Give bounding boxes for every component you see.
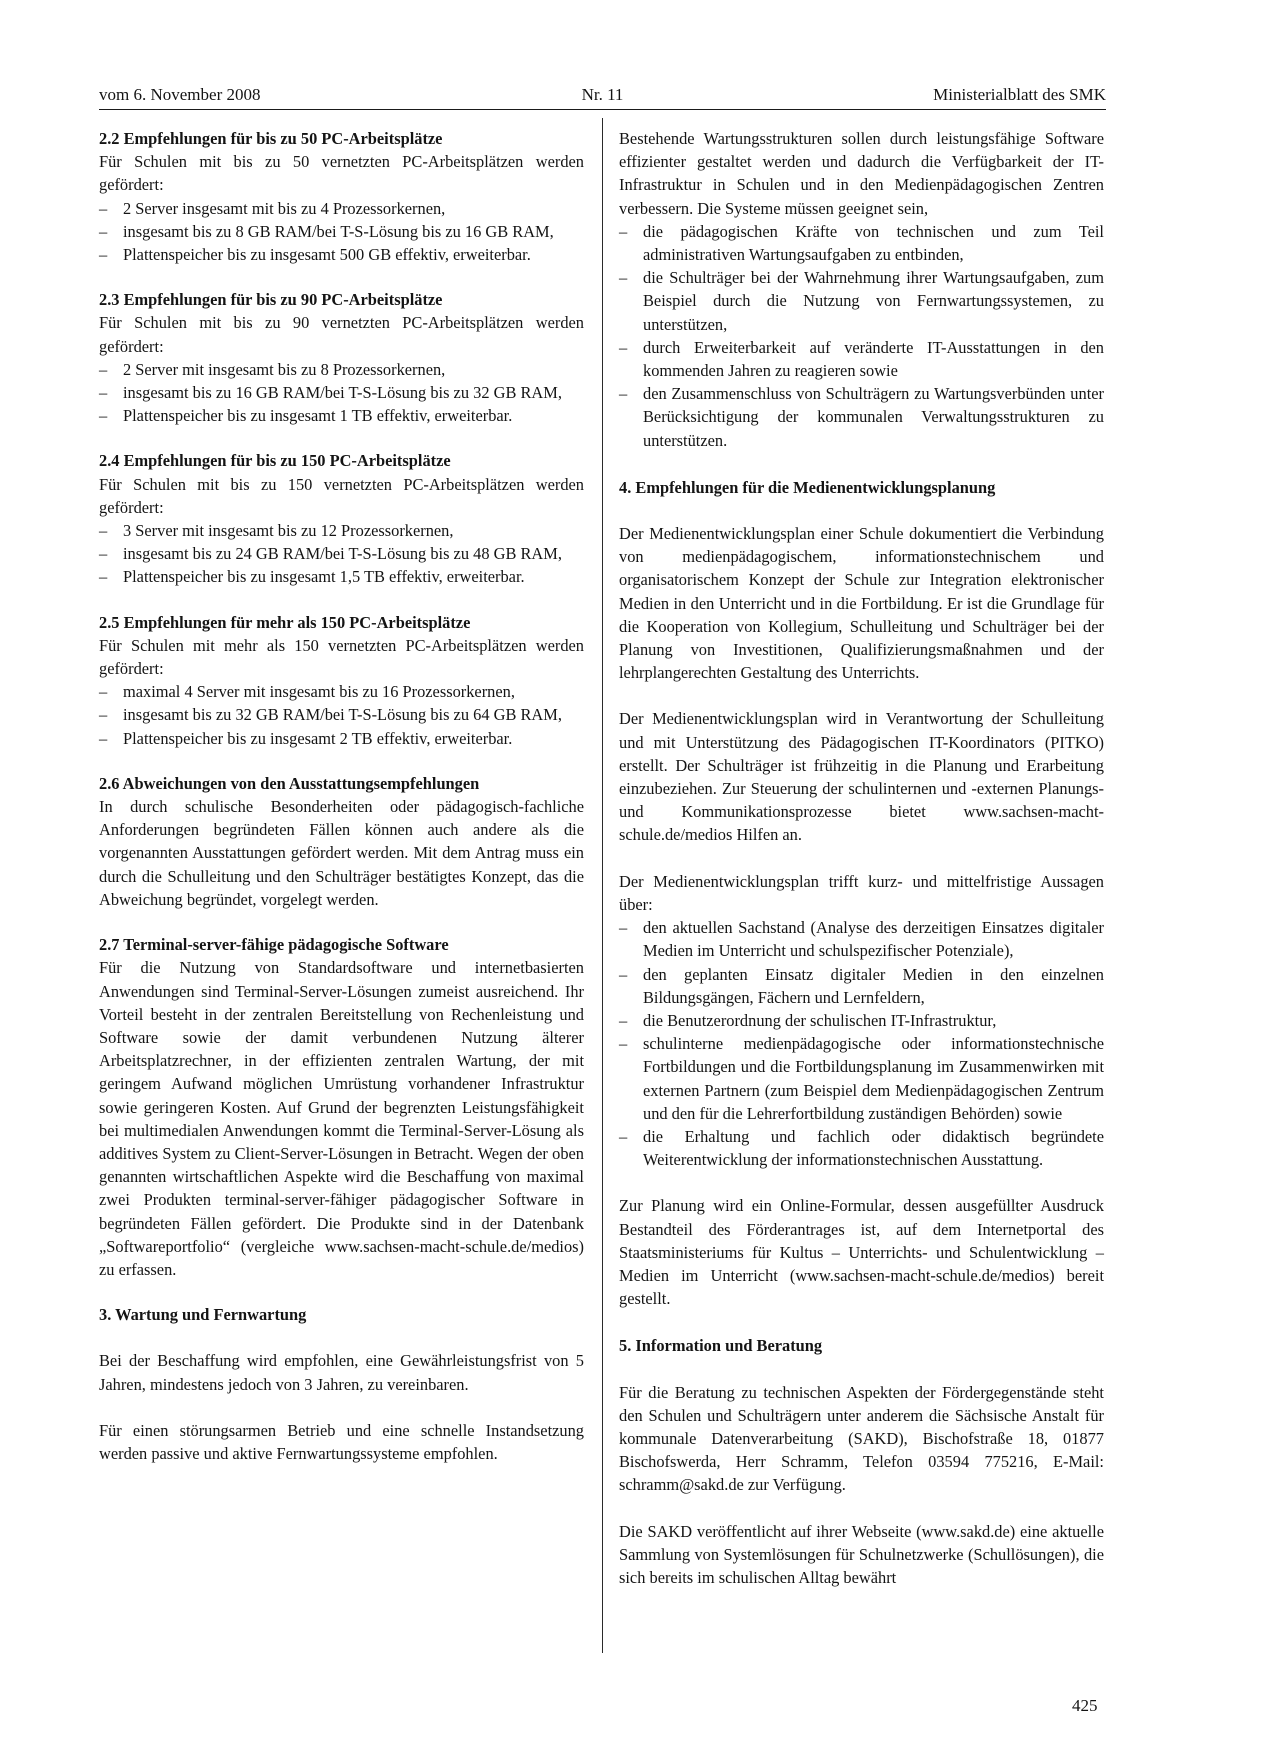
list-item: – insgesamt bis zu 24 GB RAM/bei T-S-Lösung bis zu 48 GB RAM, — [99, 542, 584, 565]
list-item: – die pädagogischen Kräfte von technischen und zum Teil administrativen Wartungsaufgaben zu entbinden, — [619, 220, 1104, 266]
list-item: – insgesamt bis zu 8 GB RAM/bei T-S-Lösung bis zu 16 GB RAM, — [99, 220, 584, 243]
page-number: 425 — [1072, 1696, 1098, 1715]
list-item: – den aktuellen Sachstand (Analyse des derzeitigen Einsatzes digitaler Medien im Unterricht und schulspezifischer Potenziale), — [619, 916, 1104, 962]
section-paragraph: Der Medienentwicklungsplan einer Schule dokumentiert die Verbindung von medienpädagogischem, informationstechnischem und organisatorischem Konzept der Schule zur Integration elektronischer Medien in den Unterricht und in die Fortbildung. Er ist die Grundlage für die Kooperation von Kollegium, Schulleitung und Schulträger bei der Planung von Investitionen, Qualifizierungsmaßnahmen und der lehrplangerechten Gestaltung des Unterrichts. — [619, 524, 1104, 683]
section-intro: Für Schulen mit bis zu 90 vernetzten PC-Arbeitsplätzen werden gefördert: — [99, 313, 584, 356]
list-item: – 2 Server mit insgesamt bis zu 8 Prozessorkernen, — [99, 358, 584, 381]
list-item: – den Zusammenschluss von Schulträgern zu Wartungsverbünden unter Berücksichtigung der kommunalen Verwaltungsstrukturen zu unterstützen. — [619, 382, 1104, 452]
column-divider — [602, 118, 603, 1653]
list-item: – Plattenspeicher bis zu insgesamt 500 GB effektiv, erweiterbar. — [99, 243, 584, 266]
section-heading: 5. Information und Beratung — [619, 1336, 823, 1356]
section-paragraph: Der Medienentwicklungsplan trifft kurz- und mittelfristige Aussagen über: — [619, 871, 1104, 914]
section-2-5 — [99, 611, 584, 750]
list-item: – Plattenspeicher bis zu insgesamt 1 TB effektiv, erweiterbar. — [99, 404, 584, 427]
list-item: – insgesamt bis zu 32 GB RAM/bei T-S-Lösung bis zu 64 GB RAM, — [99, 703, 584, 726]
section-paragraph: Bestehende Wartungsstrukturen sollen durch leistungsfähige Software effizienter gestaltet werden und dadurch die Verfügbarkeit der IT-Infrastruktur in Schulen und in den Medienpädagogischen Zentren verbessern. Die Systeme müssen geeignet sein, — [619, 129, 1104, 218]
section-intro: Für Schulen mit bis zu 50 vernetzten PC-Arbeitsplätzen werden gefördert: — [99, 152, 584, 195]
header-issue-number: Nr. 11 — [581, 85, 624, 104]
section-paragraph: Für die Nutzung von Standardsoftware und internetbasierten Anwendungen sind Terminal-Server-Lösungen zumeist ausreichend. Ihr Vorteil besteht in der zentralen Bereitstellung von Rechenleistung und Software sowie der damit verbundenen Nutzung älterer Arbeitsplatzrechner, in der effizienten zentralen Wartung, der mit geringem Aufwand möglichen Umrüstung vorhandener Infrastruktur sowie geringeren Kosten. Auf Grund der begrenzten Leistungsfähigkeit bei multimedialen Anwendungen kommt die Terminal-Server-Lösung als additives System zu Client-Server-Lösungen in Betracht. Wegen der oben genannten wirtschaftlichen Aspekte wird die Beschaffung von maximal zwei Produkten terminal-server-fähiger pädagogischer Software in begründeten Fällen gefördert. Die Produkte sind in der Datenbank „Softwareportfolio“ (vergleiche www.sachsen-macht-schule.de/medios) zu erfassen. — [99, 958, 584, 1279]
section-paragraph: Zur Planung wird ein Online-Formular, dessen ausgefüllter Ausdruck Bestandteil des Förderantrages ist, auf dem Internetportal des Staatsministeriums für Kultus – Unterrichts- und Schulentwicklung – Medien im Unterricht (www.sachsen-macht-schule.de/medios) bereit gestellt. — [619, 1196, 1104, 1309]
list-item: – 3 Server mit insgesamt bis zu 12 Prozessorkernen, — [99, 519, 584, 542]
section-intro: Für Schulen mit mehr als 150 vernetzten PC-Arbeitsplätzen werden gefördert: — [99, 635, 584, 679]
section-heading: 2.7 Terminal-server-fähige pädagogische Software — [99, 935, 449, 955]
list-item: – die Erhaltung und fachlich oder didaktisch begründete Weiterentwicklung der informationstechnischen Ausstattung. — [619, 1125, 1104, 1171]
section-2-2 — [99, 127, 584, 266]
right-column — [619, 127, 1104, 1611]
section-paragraph: Für einen störungsarmen Betrieb und eine schnelle Instandsetzung werden passive und aktive Fernwartungssysteme empfohlen. — [99, 1420, 584, 1463]
section-4 — [619, 476, 1104, 1311]
section-paragraph: Die SAKD veröffentlicht auf ihrer Webseite (www.sakd.de) eine aktuelle Sammlung von Systemlösungen für Schulnetzwerke (Schullösungen), die sich bereits im schulischen Alltag bewährt — [619, 1521, 1104, 1587]
list-item: – Plattenspeicher bis zu insgesamt 1,5 TB effektiv, erweiterbar. — [99, 565, 584, 588]
list-item: – die Schulträger bei der Wahrnehmung ihrer Wartungsaufgaben, zum Beispiel durch die Nutzung von Fernwartungssystemen, zu unterstützen, — [619, 266, 1104, 336]
bullet-list — [99, 358, 584, 428]
section-2-4 — [99, 449, 584, 588]
section-5 — [619, 1334, 1104, 1589]
list-item: – insgesamt bis zu 16 GB RAM/bei T-S-Lösung bis zu 32 GB RAM, — [99, 381, 584, 404]
list-item: – durch Erweiterbarkeit auf veränderte IT-Ausstattungen in den kommenden Jahren zu reagieren sowie — [619, 336, 1104, 382]
section-intro: Für Schulen mit bis zu 150 vernetzten PC-Arbeitsplätzen werden gefördert: — [99, 474, 584, 517]
bullet-list — [99, 197, 584, 267]
left-column — [99, 127, 584, 1487]
header-publication: Ministerialblatt des SMK — [933, 85, 1106, 104]
section-2-7 — [99, 933, 584, 1281]
list-item: – 2 Server insgesamt mit bis zu 4 Prozessorkernen, — [99, 197, 584, 220]
section-heading: 2.6 Abweichungen von den Ausstattungsempfehlungen — [99, 773, 480, 793]
list-item: – den geplanten Einsatz digitaler Medien in den einzelnen Bildungsgängen, Fächern und Lernfeldern, — [619, 963, 1104, 1009]
list-item: – maximal 4 Server mit insgesamt bis zu 16 Prozessorkernen, — [99, 680, 584, 703]
section-heading: 2.3 Empfehlungen für bis zu 90 PC-Arbeitsplätze — [99, 290, 443, 310]
list-item: – Plattenspeicher bis zu insgesamt 2 TB effektiv, erweiterbar. — [99, 727, 584, 750]
section-paragraph: Der Medienentwicklungsplan wird in Verantwortung der Schulleitung und mit Unterstützung des Pädagogischen IT-Koordinators (PITKO) erstellt. Der Schulträger ist frühzeitig in die Planung und Erarbeitung einzubeziehen. Zur Steuerung der schulinternen und -externen Planungs- und Kommunikationsprozesse bietet www.sachsen-macht-schule.de/medios Hilfen an. — [619, 709, 1104, 845]
header-rule — [99, 109, 1106, 110]
bullet-list — [619, 220, 1104, 452]
section-heading: 2.2 Empfehlungen für bis zu 50 PC-Arbeitsplätze — [99, 129, 443, 148]
section-heading: 2.4 Empfehlungen für bis zu 150 PC-Arbeitsplätze — [99, 451, 451, 471]
header-date: vom 6. November 2008 — [99, 85, 261, 104]
section-3 — [99, 1303, 584, 1465]
section-2-6 — [99, 772, 584, 911]
page-header — [99, 80, 1106, 110]
section-heading: 4. Empfehlungen für die Medienentwicklungsplanung — [619, 477, 996, 497]
section-paragraph: Für die Beratung zu technischen Aspekten der Fördergegenstände steht den Schulen und Schulträgern unter anderem die Sächsische Anstalt für kommunale Datenverarbeitung (SAKD), Bischofstraße 18, 01877 Bischofswerda, Herr Schramm, Telefon 03594 775216, E-Mail: schramm@sakd.de zur Verfügung. — [619, 1382, 1104, 1495]
bullet-list — [99, 519, 584, 589]
section-paragraph: Bei der Beschaffung wird empfohlen, eine Gewährleistungsfrist von 5 Jahren, mindestens jedoch von 3 Jahren, zu vereinbaren. — [99, 1351, 584, 1394]
list-item: – schulinterne medienpädagogische oder informationstechnische Fortbildungen und die Fortbildungsplanung im Zusammenwirken mit externen Partnern (zum Beispiel dem Medienpädagogischen Zentrum und den für die Lehrerfortbildung zuständigen Behörden) sowie — [619, 1032, 1104, 1125]
section-paragraph: In durch schulische Besonderheiten oder pädagogisch-fachliche Anforderungen begründeten Fällen können auch andere als die vorgenannten Ausstattungen gefördert werden. Mit dem Antrag muss ein durch die Schulleitung und den Schulträger bestätigtes Konzept, das die Abweichung begründet, vorgelegt werden. — [99, 797, 584, 909]
section-3-continued — [619, 127, 1104, 452]
list-item: – die Benutzerordnung der schulischen IT-Infrastruktur, — [619, 1009, 1104, 1032]
section-heading: 3. Wartung und Fernwartung — [99, 1305, 307, 1325]
section-heading: 2.5 Empfehlungen für mehr als 150 PC-Arbeitsplätze — [99, 612, 471, 632]
section-2-3 — [99, 288, 584, 427]
bullet-list — [99, 680, 584, 750]
bullet-list — [619, 916, 1104, 1171]
